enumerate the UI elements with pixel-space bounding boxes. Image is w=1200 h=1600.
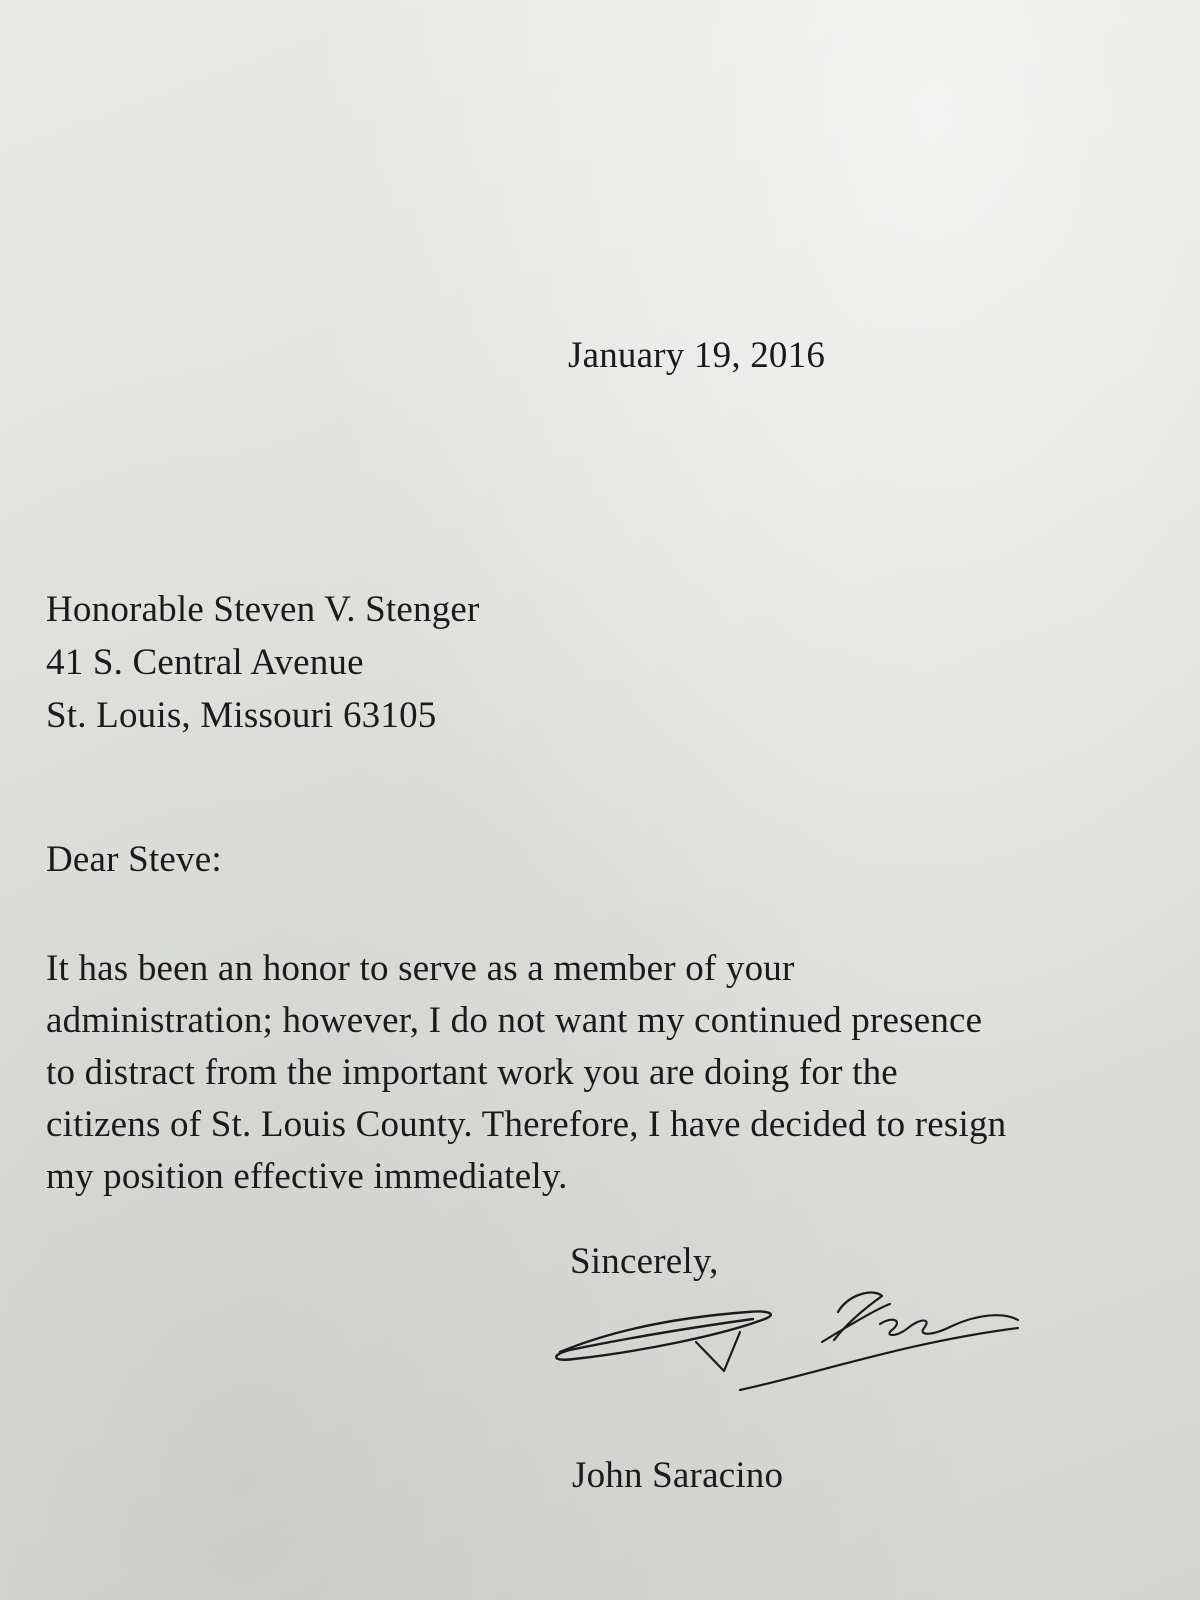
body-line: my position effective immediately. xyxy=(46,1156,568,1197)
letter-closing: Sincerely, xyxy=(570,1241,719,1282)
recipient-street: 41 S. Central Avenue xyxy=(46,642,364,683)
body-line: administration; however, I do not want my continued presence xyxy=(46,1000,983,1041)
signature-icon xyxy=(548,1280,1048,1395)
letter-salutation: Dear Steve: xyxy=(46,839,222,880)
letter-date: January 19, 2016 xyxy=(568,335,826,376)
recipient-name: Honorable Steven V. Stenger xyxy=(46,589,480,630)
body-line: It has been an honor to serve as a member of your xyxy=(46,948,795,989)
signer-name: John Saracino xyxy=(572,1455,784,1496)
letter-body-paragraph xyxy=(46,943,1006,1203)
body-line: citizens of St. Louis County. Therefore, I have decided to resign xyxy=(46,1104,1007,1145)
body-line: to distract from the important work you are doing for the xyxy=(46,1052,898,1093)
recipient-city-state-zip: St. Louis, Missouri 63105 xyxy=(46,695,437,736)
recipient-address-block xyxy=(46,583,480,742)
